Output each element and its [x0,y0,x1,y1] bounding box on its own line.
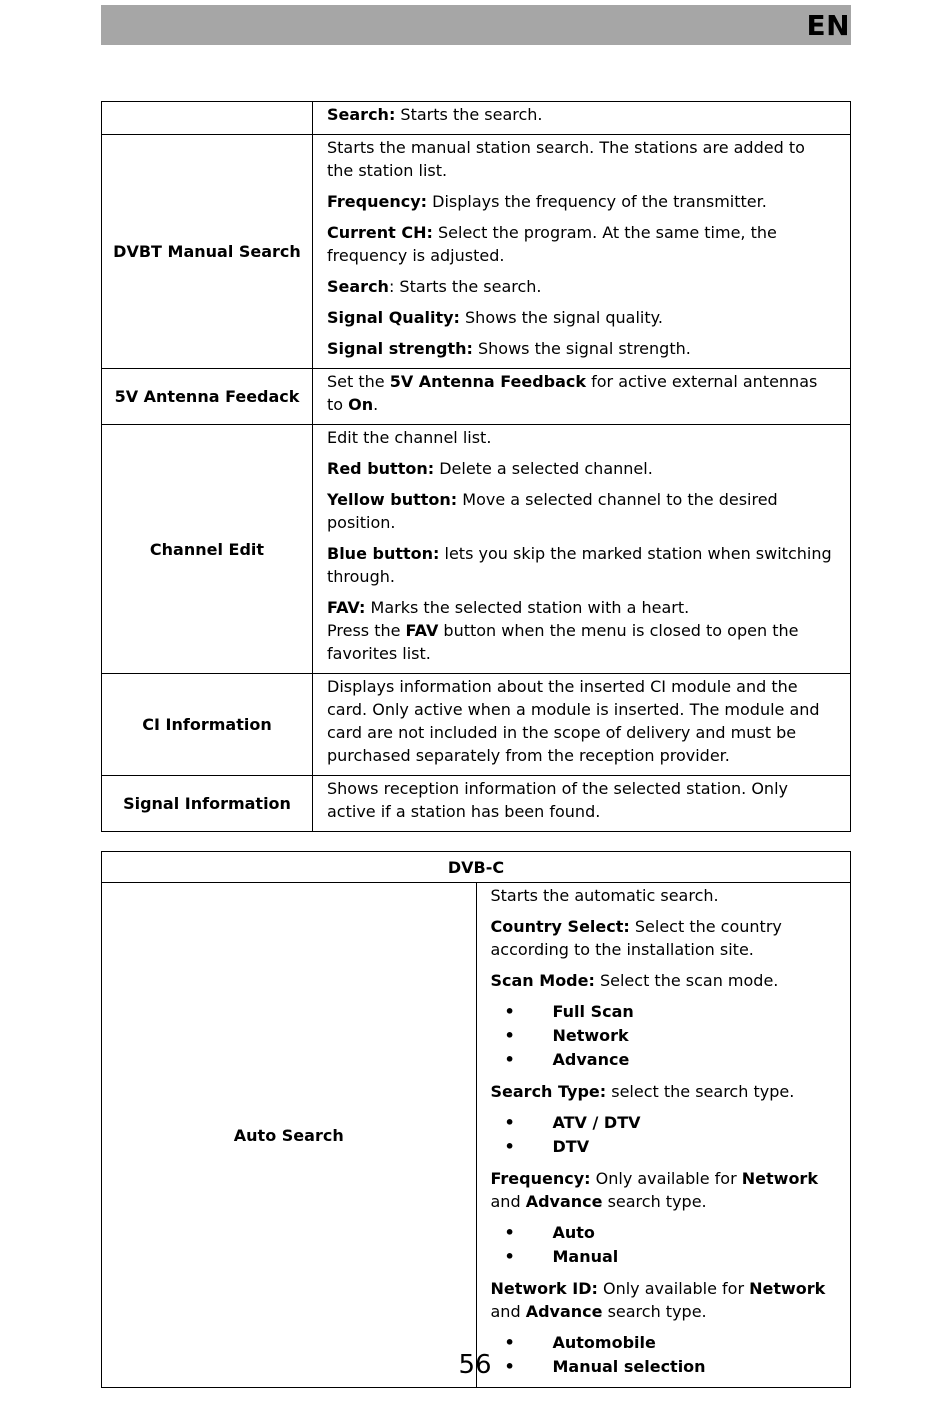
text: Select the scan mode. [594,971,779,990]
table-row [102,776,851,832]
term: Signal strength: [327,339,473,358]
term: Yellow button: [327,490,458,509]
row-label [102,102,313,135]
text: . [373,395,379,414]
text: Starts the search. [395,105,543,124]
list-item: • Auto [491,1221,837,1245]
text: Marks the selected station with a heart. [365,598,690,617]
term: Network ID: [490,1279,598,1298]
list-item: • Automobile [491,1331,837,1355]
list-item: • Full Scan [491,1000,837,1024]
table-row [102,102,851,135]
text: and [490,1302,526,1321]
term: Scan Mode: [490,971,595,990]
term: Advance [525,1302,603,1321]
term: Search: [327,105,396,124]
text: search type. [602,1192,707,1211]
row-description [313,776,851,832]
text: Shows the signal strength. [472,339,691,358]
list-item: • Advance [491,1048,837,1072]
text: for active external antennas to [327,372,818,414]
term: Network [741,1169,818,1188]
row-label: Signal Information [102,776,313,832]
table-row [102,674,851,776]
term: FAV [405,621,439,640]
text: Set the [327,372,390,391]
term: FAV: [327,598,366,617]
text: lets you skip the marked station when switching through. [327,544,832,586]
term: On [348,395,374,414]
text: Shows the signal quality. [459,308,663,327]
search-type-list [491,1111,837,1159]
table-row [102,883,851,1388]
table-row [102,425,851,674]
term: Frequency: [490,1169,591,1188]
row-description [476,883,851,1388]
text: Displays information about the inserted CI module and the card. Only active when a module is inserted. The module and card are not included in the scope of delivery and must be purchased separately from the reception provider. [327,677,820,765]
row-label: CI Information [102,674,313,776]
text: search type. [602,1302,707,1321]
list-item: • Manual selection [491,1355,837,1379]
row-description [313,425,851,674]
section-title: DVB-C [102,852,851,883]
text: Shows reception information of the selected station. Only active if a station has been found. [327,779,788,821]
page-number: 56 [458,1350,492,1380]
language-code: EN [806,9,850,42]
term: 5V Antenna Feedback [389,372,587,391]
row-description [313,674,851,776]
row-label: Channel Edit [102,425,313,674]
term: Network [749,1279,826,1298]
list-item: • DTV [491,1135,837,1159]
text: Only available for [597,1279,750,1298]
term: Signal Quality: [327,308,460,327]
text: Edit the channel list. [327,428,492,447]
header-bar [101,5,851,45]
term: Advance [525,1192,603,1211]
row-description [313,135,851,369]
list-item: • ATV / DTV [491,1111,837,1135]
text: select the search type. [606,1082,795,1101]
text: Delete a selected channel. [434,459,653,478]
row-label: 5V Antenna Feedack [102,369,313,425]
row-description [313,369,851,425]
text: button when the menu is closed to open the favorites list. [327,621,799,663]
text: Displays the frequency of the transmitter. [427,192,767,211]
text: and [490,1192,526,1211]
table-header-row [102,852,851,883]
list-item: • Manual [491,1245,837,1269]
settings-table-dvbc [101,851,851,1388]
scan-mode-list [491,1000,837,1072]
settings-table-dvbt [101,101,851,832]
text: Select the program. At the same time, the frequency is adjusted. [327,223,777,265]
term: Red button: [327,459,435,478]
row-label: Auto Search [102,883,477,1388]
term: Search Type: [490,1082,607,1101]
row-description [313,102,851,135]
term: Search [327,277,389,296]
text: Press the [327,621,406,640]
text: Starts the manual station search. The stations are added to the station list. [327,138,805,180]
frequency-list [491,1221,837,1269]
table-row [102,135,851,369]
term: Frequency: [327,192,428,211]
text: Starts the automatic search. [490,886,719,905]
list-item: • Network [491,1024,837,1048]
text: Move a selected channel to the desired position. [327,490,778,532]
term: Current CH: [327,223,433,242]
table-row [102,369,851,425]
term: Blue button: [327,544,440,563]
text: Select the country according to the installation site. [490,917,782,959]
row-label: DVBT Manual Search [102,135,313,369]
term: Country Select: [490,917,630,936]
text: : Starts the search. [388,277,542,296]
text: Only available for [590,1169,742,1188]
